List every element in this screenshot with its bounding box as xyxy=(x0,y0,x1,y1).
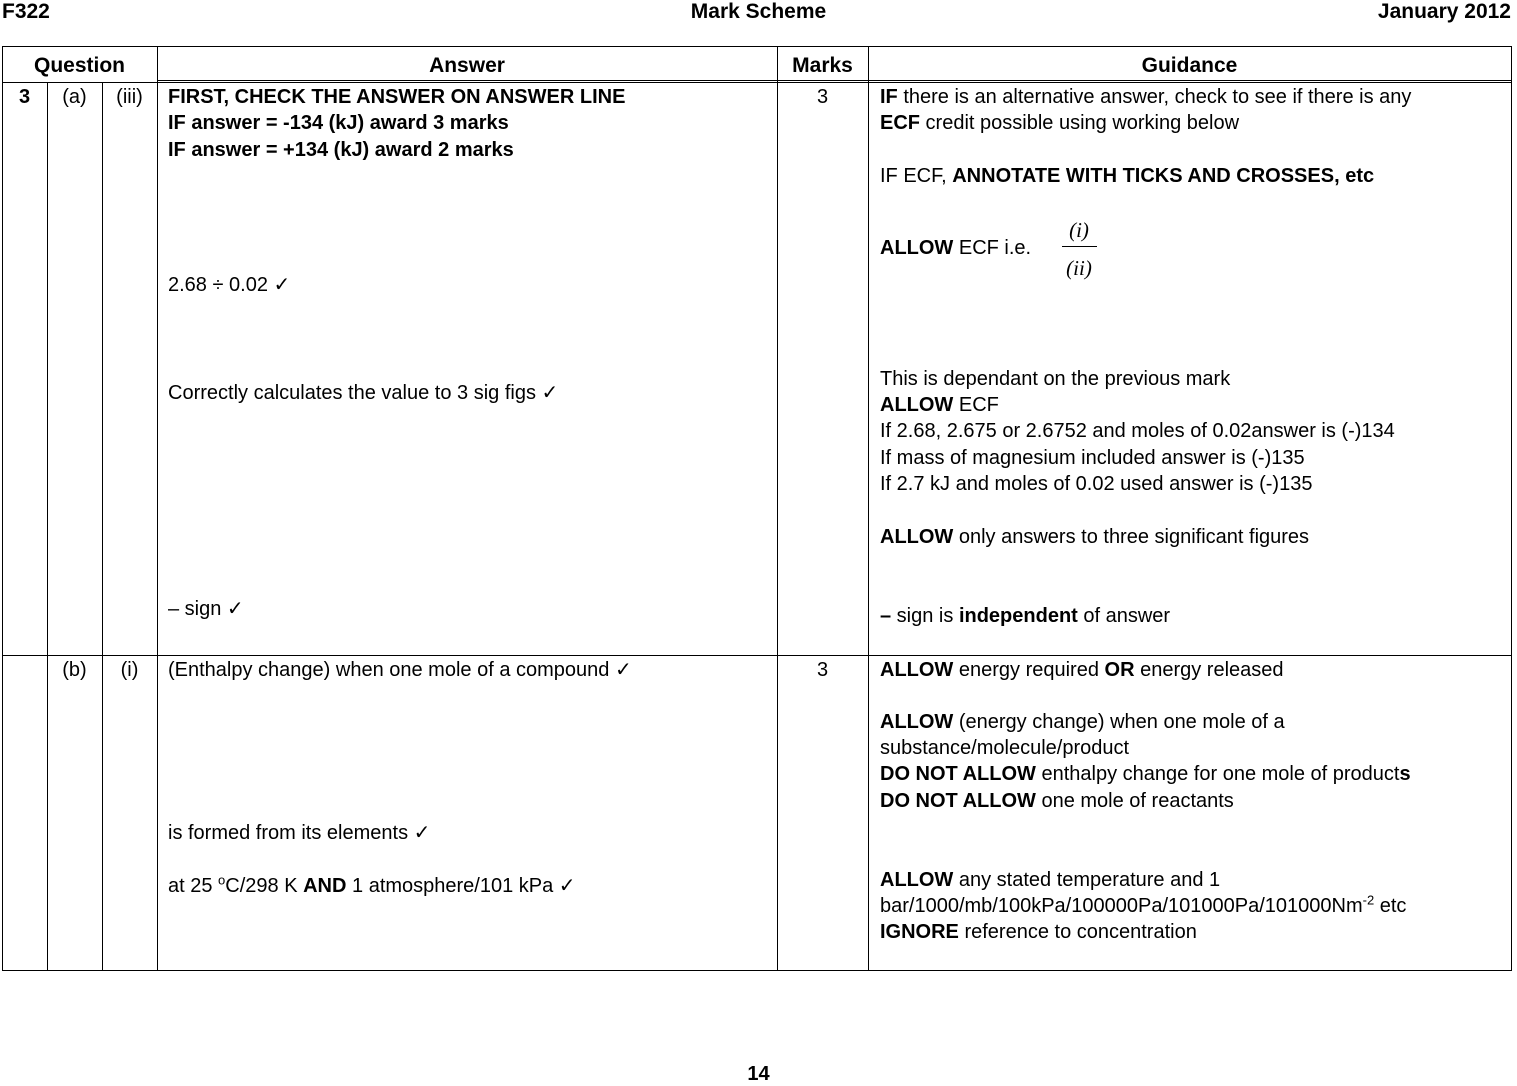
guidance-line: ALLOW ECF i.e. xyxy=(880,237,1032,259)
marks-value: 3 xyxy=(816,86,829,108)
fraction-bar xyxy=(1062,246,1097,247)
guidance-line: If 2.68, 2.675 or 2.6752 and moles of 0.02answer is (-)134 xyxy=(880,420,1395,442)
question-part: (b) xyxy=(62,659,87,681)
answer-line: is formed from its elements ✓ xyxy=(168,822,431,844)
guidance-line: IF there is an alternative answer, check to see if there is any xyxy=(880,86,1412,108)
guidance-line: ALLOW (energy change) when one mole of a xyxy=(880,711,1285,733)
guidance-line: IF ECF, ANNOTATE WITH TICKS AND CROSSES, etc xyxy=(880,165,1375,187)
fraction-denominator: (ii) xyxy=(1066,256,1092,280)
question-subpart: (i) xyxy=(120,659,139,681)
guidance-line: ALLOW energy required OR energy released xyxy=(880,659,1284,681)
answer-line: IF answer = +134 (kJ) award 2 marks xyxy=(168,139,514,161)
guidance-line: ECF credit possible using working below xyxy=(880,112,1240,134)
col-header-marks: Marks xyxy=(792,54,853,77)
header-paper-code: F322 xyxy=(2,0,50,23)
col-header-answer: Answer xyxy=(429,54,505,77)
guidance-line: If 2.7 kJ and moles of 0.02 used answer is (-)135 xyxy=(880,473,1313,495)
page-number: 14 xyxy=(747,1063,770,1085)
answer-line: (Enthalpy change) when one mole of a compound ✓ xyxy=(168,659,632,681)
guidance-line: ALLOW only answers to three significant figures xyxy=(880,526,1310,548)
answer-line: at 25 $^o$C/298 K AND 1 atmosphere/101 kPa ✓ xyxy=(168,872,576,897)
guidance-line: DO NOT ALLOW enthalpy change for one mole of products xyxy=(880,763,1411,785)
guidance-line: ALLOW ECF xyxy=(880,394,999,416)
header-date: January 2012 xyxy=(1377,0,1511,23)
question-subpart: (iii) xyxy=(116,86,143,108)
question-number: 3 xyxy=(18,86,31,108)
guidance-line: This is dependant on the previous mark xyxy=(880,368,1231,390)
guidance-line: IGNORE reference to concentration xyxy=(880,921,1197,943)
answer-line: Correctly calculates the value to 3 sig figs ✓ xyxy=(168,382,559,404)
guidance-line: substance/molecule/product xyxy=(880,737,1130,759)
answer-line: 2.68 ÷ 0.02 ✓ xyxy=(168,274,291,296)
answer-line: FIRST, CHECK THE ANSWER ON ANSWER LINE xyxy=(168,86,626,108)
guidance-line: If mass of magnesium included answer is (-)135 xyxy=(880,447,1305,469)
guidance-line: – sign is independent of answer xyxy=(880,605,1171,627)
col-header-question: Question xyxy=(33,54,125,77)
answer-line: – sign ✓ xyxy=(168,598,244,620)
guidance-line: ALLOW any stated temperature and 1 xyxy=(880,869,1221,891)
answer-line: IF answer = -134 (kJ) award 3 marks xyxy=(168,112,509,134)
guidance-line: DO NOT ALLOW one mole of reactants xyxy=(880,790,1234,812)
marks-value: 3 xyxy=(816,659,829,681)
fraction-numerator: (i) xyxy=(1069,218,1089,242)
col-header-guidance: Guidance xyxy=(1141,54,1238,77)
guidance-line: bar/$1000/mb/100kPa/100000Pa/101000Pa/101000Nm^{-2}$ etc xyxy=(880,892,1407,917)
header-title: Mark Scheme xyxy=(690,0,827,23)
question-part: (a) xyxy=(62,86,87,108)
